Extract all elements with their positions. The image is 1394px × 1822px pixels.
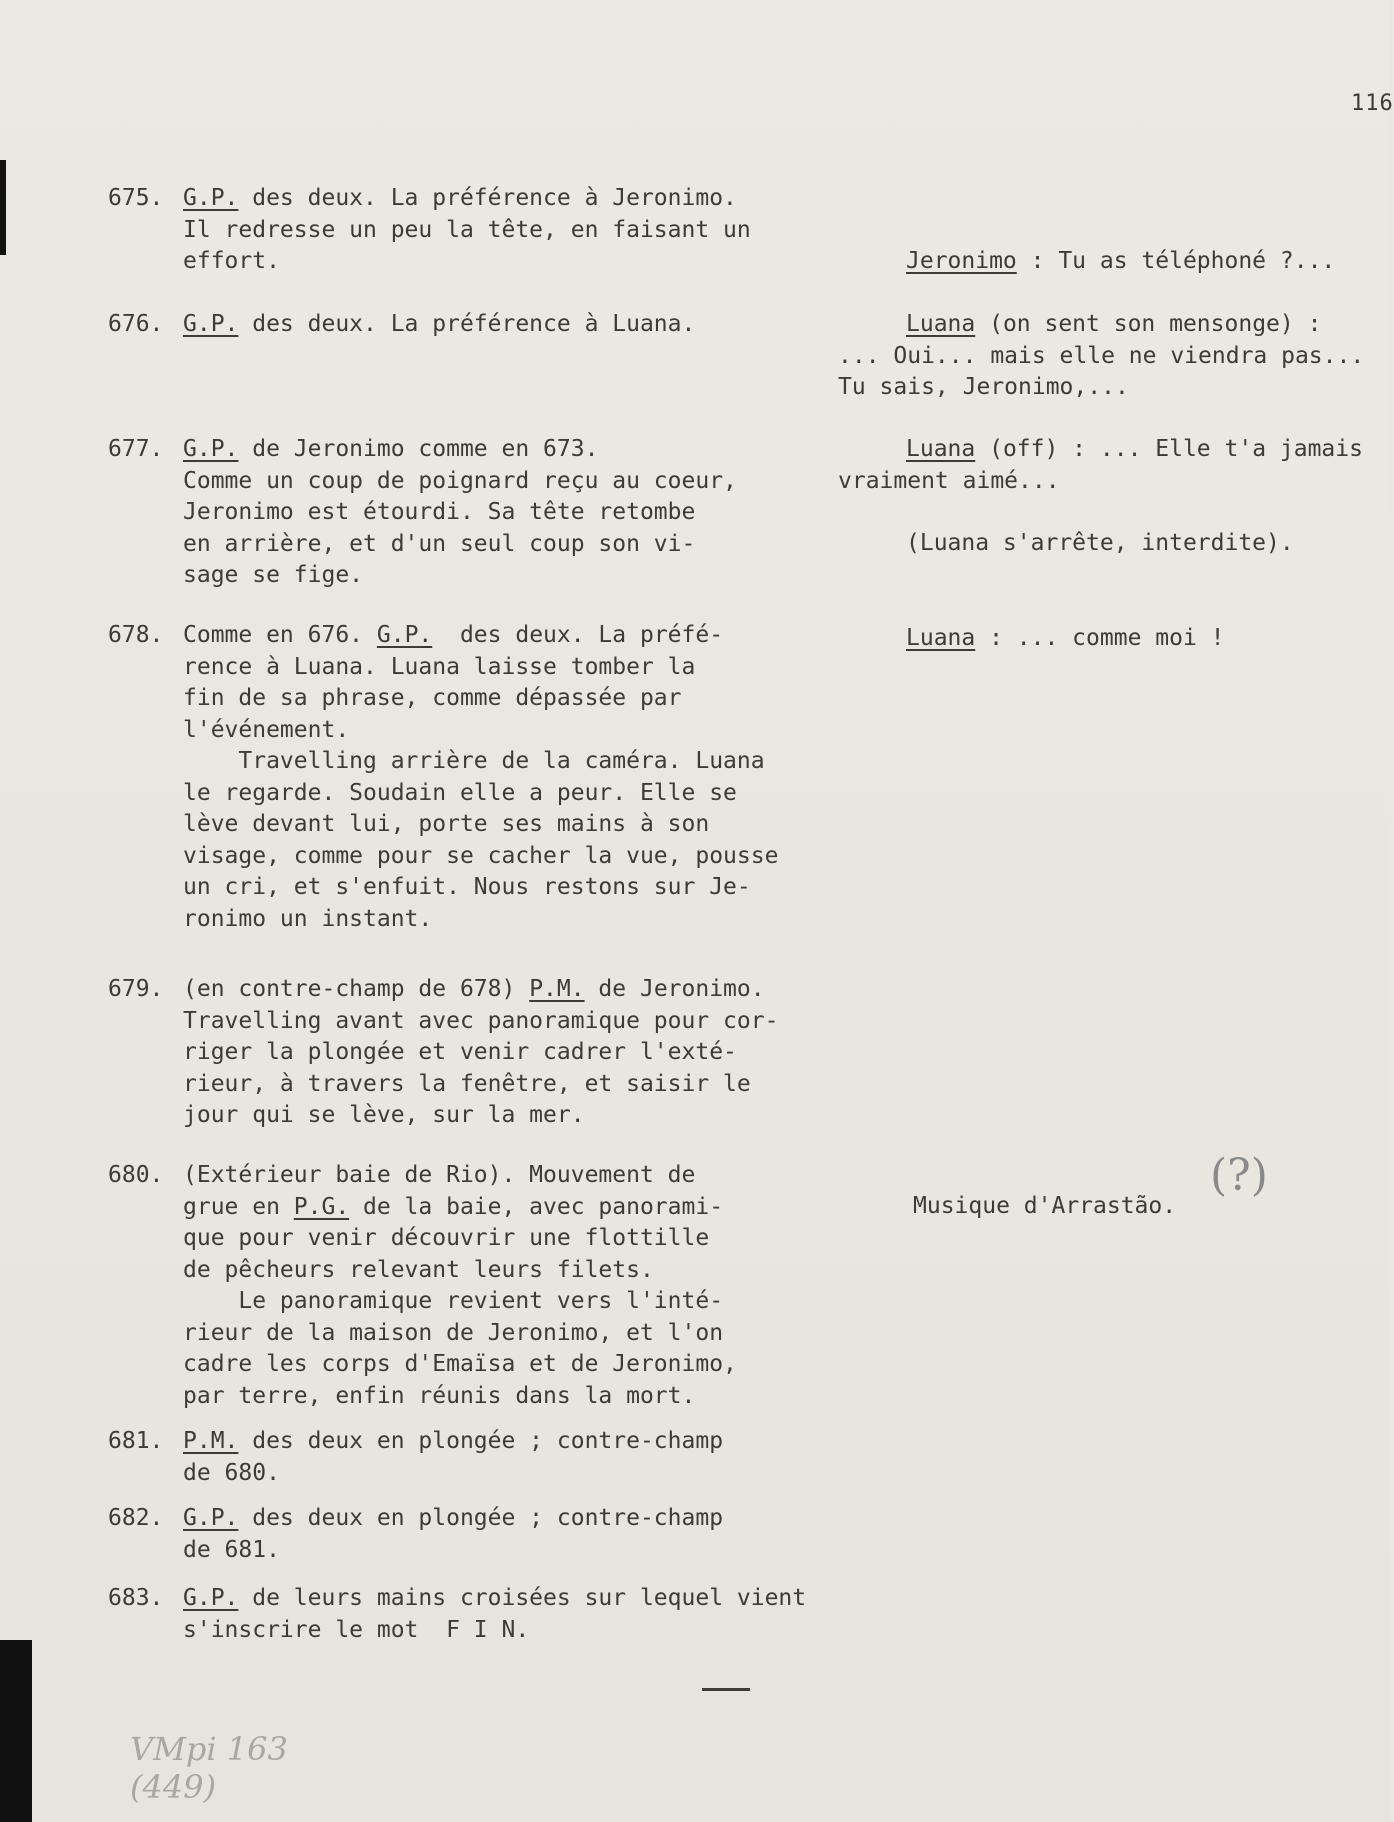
shot-line: de leurs mains croisées sur lequel vient: [238, 1585, 807, 1611]
shot-text: [183, 1503, 813, 1566]
stage-direction: (Luana s'arrête, interdite).: [906, 530, 1294, 556]
shot-line: (en contre-champ de 678): [183, 976, 530, 1002]
shot-continuation: Il redresse un peu la tête, en faisant un effort.: [183, 216, 751, 274]
shot-number: 678.: [108, 622, 164, 648]
speaker-name: Luana: [906, 436, 976, 462]
shot-text: [183, 309, 813, 341]
shot-line: de la baie, avec panorami-: [349, 1193, 724, 1220]
shot-text: [183, 620, 813, 935]
dialogue-text: (off) : ... Elle t'a jamais: [975, 436, 1363, 462]
shot-continuation: que pour venir découvrir une flottille de pêcheurs relevant leurs filets. Le panoramique revient vers l'inté- rieur de la maison de Jeronimo, et l'on cadre les corps d'Emaïsa et de Jeronimo, par terre, enfin réunis dans la mort.: [183, 1225, 737, 1409]
shot-abbr: G.P.: [183, 1585, 239, 1611]
shot-abbr: G.P.: [183, 311, 239, 337]
page-edge-shadow: [0, 160, 6, 255]
dialogue-continuation: vraiment aimé...: [838, 467, 1060, 494]
end-rule: [702, 1688, 750, 1691]
shot-number: 682.: [108, 1505, 164, 1531]
dialogue-continuation: ... Oui... mais elle ne viendra pas... Tu sais, Jeronimo,...: [838, 342, 1365, 400]
shot-line: des deux en plongée ; contre-champ: [238, 1428, 724, 1454]
shot-continuation: de 681.: [183, 1536, 280, 1563]
shot-line: des deux en plongée ; contre-champ: [238, 1505, 724, 1531]
dialogue-text: : Tu as téléphoné ?...: [1016, 248, 1336, 274]
shot-abbr: P.G.: [293, 1193, 350, 1220]
shot-number: 677.: [108, 436, 164, 462]
shot-abbr: G.P.: [183, 185, 239, 211]
shot-line: des deux. La préférence à Jeronimo.: [238, 185, 737, 211]
shot-line: de Jeronimo.: [584, 976, 765, 1002]
shot-abbr: P.M.: [529, 976, 585, 1002]
shot-text: [183, 1160, 813, 1412]
speaker-name: Luana: [906, 311, 976, 337]
dialogue-line: [838, 434, 1363, 497]
shot-number: 676.: [108, 311, 164, 337]
page-edge-shadow: [0, 1640, 32, 1822]
dialogue-text: : ... comme moi !: [975, 625, 1225, 651]
handwritten-question-mark: (?): [1210, 1150, 1268, 1201]
speaker-name: Luana: [906, 625, 976, 651]
shot-continuation: de 680.: [183, 1459, 280, 1486]
shot-line: de Jeronimo comme en 673.: [238, 436, 599, 462]
shot-text: [183, 1583, 813, 1646]
shot-continuation: s'inscrire le mot F I N.: [183, 1616, 530, 1643]
dialogue-line: [906, 623, 1225, 655]
shot-line: (Extérieur baie de Rio). Mouvement de: [183, 1162, 696, 1188]
dialogue-text: (on sent son mensonge) :: [975, 311, 1322, 337]
shot-number: 683.: [108, 1585, 164, 1611]
shot-abbr: G.P.: [183, 436, 239, 462]
archive-stamp: VMpi 163 (449): [130, 1730, 288, 1806]
shot-number: 679.: [108, 976, 164, 1002]
speaker-name: Jeronimo: [906, 248, 1017, 274]
shot-number: 680.: [108, 1162, 164, 1188]
shot-text: [183, 183, 813, 278]
shot-line: des deux. La préfé-: [432, 622, 724, 648]
shot-abbr: G.P.: [376, 622, 433, 648]
dialogue-line: [838, 309, 1364, 404]
page-number: 116: [1351, 91, 1394, 116]
shot-abbr: P.M.: [183, 1428, 239, 1454]
shot-text: [183, 434, 813, 592]
shot-line: grue en: [183, 1193, 294, 1220]
dialogue-line: [906, 246, 1335, 278]
music-cue: Musique d'Arrastão.: [913, 1193, 1177, 1219]
shot-abbr: G.P.: [183, 1505, 239, 1531]
shot-text: [183, 1426, 813, 1489]
shot-continuation: rence à Luana. Luana laisse tomber la fin de sa phrase, comme dépassée par l'événement. Travelling arrière de la caméra. Luana le regarde. Soudain elle a peur. Elle se lève devant lui, porte ses mains à son visage, comme pour se cacher la vue, pousse un cri, et s'enfuit. Nous restons sur Je- ronimo un instant.: [183, 653, 779, 932]
shot-text: [183, 974, 813, 1132]
shot-continuation: Comme un coup de poignard reçu au coeur, Jeronimo est étourdi. Sa tête retombe en arrière, et d'un seul coup son vi- sage se fige.: [183, 467, 737, 588]
shot-number: 675.: [108, 185, 164, 211]
shot-line: Comme en 676.: [183, 622, 377, 648]
shot-number: 681.: [108, 1428, 164, 1454]
shot-line: des deux. La préférence à Luana.: [238, 311, 696, 337]
shot-continuation: Travelling avant avec panoramique pour cor- riger la plongée et venir cadrer l'exté- rieur, à travers la fenêtre, et saisir le jour qui se lève, sur la mer.: [183, 1007, 779, 1128]
